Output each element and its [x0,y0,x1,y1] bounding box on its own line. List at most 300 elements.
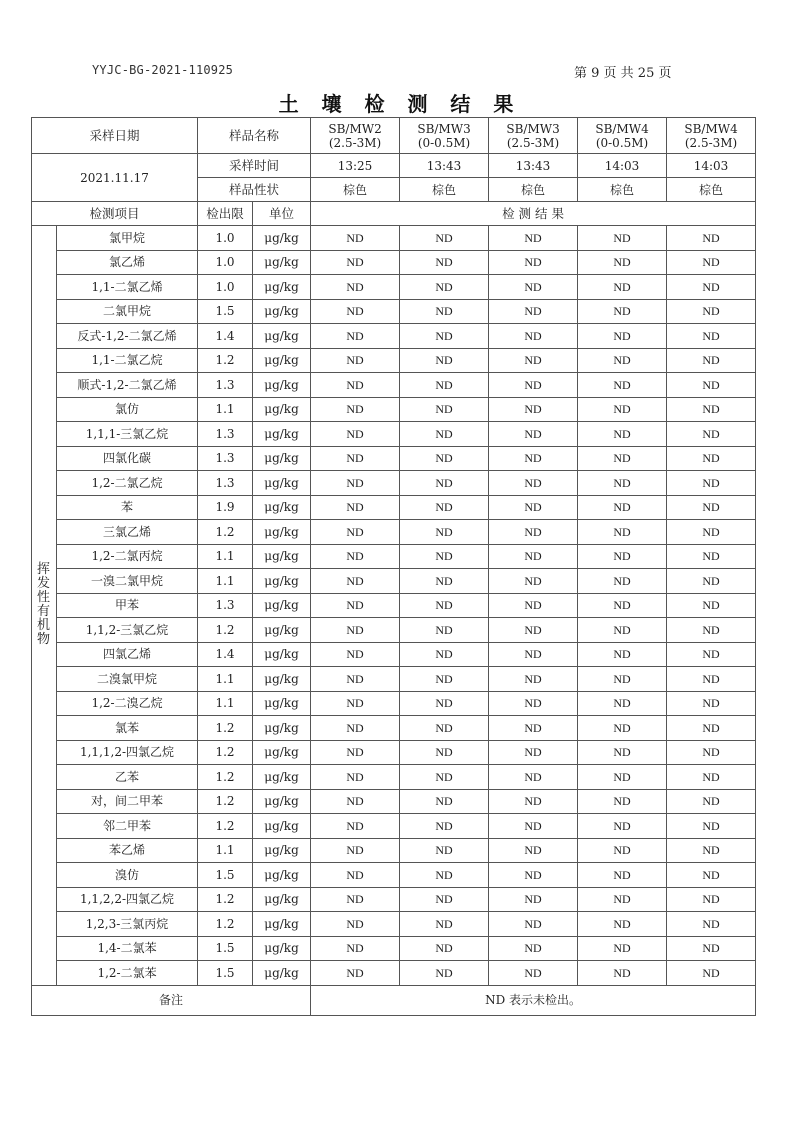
result-cell: ND [667,520,756,545]
result-cell: ND [489,569,578,594]
result-cell: ND [489,838,578,863]
column-header-row [32,202,756,226]
sample-header: SB/MW3 (2.5-3M) [489,118,578,154]
result-cell: ND [489,814,578,839]
detection-limit: 1.0 [198,275,253,300]
table-row [32,471,756,496]
result-cell: ND [400,422,489,447]
result-cell: ND [311,544,400,569]
result-cell: ND [311,520,400,545]
detection-limit: 1.2 [198,348,253,373]
sample-property-value: 棕色 [667,178,756,202]
result-cell: ND [489,373,578,398]
result-cell: ND [489,446,578,471]
result-cell: ND [667,789,756,814]
result-cell: ND [578,838,667,863]
result-cell: ND [400,691,489,716]
result-cell: ND [667,593,756,618]
unit: μg/kg [253,422,311,447]
result-cell: ND [578,422,667,447]
result-cell: ND [311,226,400,251]
result-cell: ND [400,275,489,300]
sample-property-value: 棕色 [489,178,578,202]
unit: μg/kg [253,471,311,496]
result-cell: ND [311,348,400,373]
unit: μg/kg [253,667,311,692]
result-cell: ND [489,397,578,422]
result-cell: ND [578,299,667,324]
test-item: 三氯乙烯 [57,520,198,545]
test-item: 氯甲烷 [57,226,198,251]
sampling-date-label: 采样日期 [32,118,198,154]
result-cell: ND [578,961,667,986]
unit: μg/kg [253,936,311,961]
result-cell: ND [578,716,667,741]
report-id: YYJC-BG-2021-110925 [92,63,234,77]
sample-property-value: 棕色 [400,178,489,202]
result-cell: ND [489,618,578,643]
unit: μg/kg [253,863,311,888]
result-cell: ND [400,324,489,349]
result-cell: ND [489,789,578,814]
detection-limit: 1.0 [198,226,253,251]
detection-limit: 1.4 [198,324,253,349]
table-row [32,446,756,471]
test-item: 1,1,2,2-四氯乙烷 [57,887,198,912]
result-cell: ND [400,250,489,275]
result-cell: ND [667,642,756,667]
unit: μg/kg [253,373,311,398]
sample-name-label: 样品名称 [198,118,311,154]
unit: μg/kg [253,495,311,520]
test-item: 1,1,2-三氯乙烷 [57,618,198,643]
result-cell: ND [489,642,578,667]
result-cell: ND [400,446,489,471]
result-cell: ND [489,863,578,888]
table-row [32,765,756,790]
table-row [32,275,756,300]
table-row [32,593,756,618]
result-cell: ND [578,593,667,618]
sampling-time-value: 14:03 [578,154,667,178]
result-cell: ND [400,471,489,496]
table-row [32,397,756,422]
result-cell: ND [489,691,578,716]
result-cell: ND [578,814,667,839]
result-cell: ND [667,324,756,349]
result-cell: ND [578,495,667,520]
result-cell: ND [667,495,756,520]
result-cell: ND [578,618,667,643]
result-cell: ND [578,642,667,667]
detection-limit: 1.1 [198,397,253,422]
test-item-header: 检测项目 [32,202,198,226]
sampling-time-label: 采样时间 [198,154,311,178]
result-cell: ND [578,569,667,594]
result-cell: ND [667,814,756,839]
table-row [32,642,756,667]
unit: μg/kg [253,520,311,545]
test-item: 1,2-二氯丙烷 [57,544,198,569]
result-cell: ND [400,936,489,961]
result-cell: ND [400,887,489,912]
result-cell: ND [578,226,667,251]
detection-limit: 1.2 [198,716,253,741]
table-row [32,912,756,937]
table-row [32,618,756,643]
test-item: 氯苯 [57,716,198,741]
result-cell: ND [311,961,400,986]
table-row [32,887,756,912]
result-cell: ND [667,912,756,937]
unit: μg/kg [253,618,311,643]
result-cell: ND [489,716,578,741]
result-cell: ND [667,397,756,422]
sample-header: SB/MW4 (2.5-3M) [667,118,756,154]
detection-limit: 1.2 [198,789,253,814]
result-cell: ND [489,740,578,765]
result-cell: ND [311,373,400,398]
remarks-row [32,985,756,1015]
result-cell: ND [489,961,578,986]
result-cell: ND [489,544,578,569]
test-item: 顺式-1,2-二氯乙烯 [57,373,198,398]
result-cell: ND [311,250,400,275]
page-title: 土 壤 检 测 结 果 [278,92,522,116]
unit: μg/kg [253,691,311,716]
result-cell: ND [400,740,489,765]
result-cell: ND [489,299,578,324]
unit: μg/kg [253,814,311,839]
result-cell: ND [311,569,400,594]
unit: μg/kg [253,642,311,667]
result-cell: ND [578,250,667,275]
test-item: 二氯甲烷 [57,299,198,324]
sampling-time-value: 14:03 [667,154,756,178]
detection-limit: 1.5 [198,961,253,986]
result-cell: ND [311,275,400,300]
result-cell: ND [667,569,756,594]
result-cell: ND [489,324,578,349]
test-item: 甲苯 [57,593,198,618]
result-cell: ND [489,495,578,520]
result-cell: ND [489,912,578,937]
detection-limit: 1.1 [198,544,253,569]
detection-limit: 1.2 [198,618,253,643]
category-label: 挥 发 性 有 机 物 [32,226,57,986]
result-cell: ND [400,569,489,594]
detection-limit: 1.1 [198,667,253,692]
unit: μg/kg [253,324,311,349]
table-row [32,299,756,324]
unit: μg/kg [253,544,311,569]
result-cell: ND [400,520,489,545]
unit: μg/kg [253,299,311,324]
page-number: 第 9 页 共 25 页 [574,66,672,81]
test-item: 二溴氯甲烷 [57,667,198,692]
result-cell: ND [400,716,489,741]
result-cell: ND [578,667,667,692]
test-item: 氯乙烯 [57,250,198,275]
test-item: 1,1-二氯乙烯 [57,275,198,300]
table-row [32,740,756,765]
unit: μg/kg [253,912,311,937]
table-row [32,667,756,692]
unit: μg/kg [253,569,311,594]
result-cell: ND [400,642,489,667]
result-cell: ND [578,471,667,496]
detection-limit: 1.0 [198,250,253,275]
result-cell: ND [578,520,667,545]
result-cell: ND [311,495,400,520]
result-cell: ND [311,765,400,790]
result-cell: ND [489,422,578,447]
remarks-text: ND 表示未检出。 [311,985,756,1015]
sampling-time-value: 13:43 [489,154,578,178]
result-cell: ND [311,667,400,692]
detection-limit: 1.3 [198,471,253,496]
result-cell: ND [667,618,756,643]
table-row [32,226,756,251]
result-cell: ND [489,226,578,251]
result-cell: ND [311,593,400,618]
unit: μg/kg [253,789,311,814]
result-cell: ND [400,789,489,814]
table-row [32,544,756,569]
result-cell: ND [311,716,400,741]
result-cell: ND [667,446,756,471]
result-cell: ND [400,618,489,643]
result-cell: ND [578,863,667,888]
result-cell: ND [400,814,489,839]
test-item: 1,1,1-三氯乙烷 [57,422,198,447]
detection-limit: 1.4 [198,642,253,667]
result-cell: ND [311,912,400,937]
test-item: 1,2,3-三氯丙烷 [57,912,198,937]
result-cell: ND [578,912,667,937]
table-row [32,520,756,545]
result-cell: ND [667,691,756,716]
detection-limit: 1.2 [198,814,253,839]
sample-name-row [32,118,756,154]
result-cell: ND [667,422,756,447]
result-cell: ND [489,667,578,692]
result-cell: ND [489,520,578,545]
result-cell: ND [311,789,400,814]
table-row [32,569,756,594]
table-row [32,691,756,716]
result-cell: ND [578,275,667,300]
result-cell: ND [578,544,667,569]
result-cell: ND [578,324,667,349]
sampling-date-value: 2021.11.17 [32,154,198,202]
table-row [32,348,756,373]
test-item: 苯 [57,495,198,520]
result-cell: ND [489,348,578,373]
result-cell: ND [578,887,667,912]
detection-limit: 1.3 [198,373,253,398]
result-cell: ND [400,299,489,324]
detection-limit: 1.2 [198,520,253,545]
result-cell: ND [400,593,489,618]
results-table [31,117,756,1016]
test-item: 反式-1,2-二氯乙烯 [57,324,198,349]
unit: μg/kg [253,397,311,422]
result-cell: ND [311,299,400,324]
unit: μg/kg [253,961,311,986]
detection-limit: 1.5 [198,863,253,888]
test-item: 氯仿 [57,397,198,422]
result-cell: ND [578,691,667,716]
detection-limit: 1.5 [198,299,253,324]
result-cell: ND [400,912,489,937]
result-cell: ND [667,740,756,765]
result-cell: ND [400,765,489,790]
sampling-time-value: 13:43 [400,154,489,178]
result-cell: ND [489,250,578,275]
test-item: 1,2-二氯苯 [57,961,198,986]
result-cell: ND [667,348,756,373]
result-cell: ND [667,667,756,692]
test-item: 1,2-二氯乙烷 [57,471,198,496]
unit: μg/kg [253,838,311,863]
unit: μg/kg [253,887,311,912]
unit: μg/kg [253,250,311,275]
detection-limit: 1.1 [198,838,253,863]
result-cell: ND [578,446,667,471]
result-cell: ND [311,642,400,667]
result-cell: ND [400,544,489,569]
result-cell: ND [667,863,756,888]
result-cell: ND [400,226,489,251]
result-cell: ND [667,961,756,986]
test-item: 对，间二甲苯 [57,789,198,814]
result-cell: ND [311,446,400,471]
unit-header: 单位 [253,202,311,226]
result-cell: ND [578,765,667,790]
table-row [32,838,756,863]
result-cell: ND [667,275,756,300]
result-cell: ND [578,740,667,765]
result-cell: ND [489,275,578,300]
result-cell: ND [667,226,756,251]
result-cell: ND [311,740,400,765]
result-cell: ND [311,887,400,912]
result-cell: ND [311,936,400,961]
table-row [32,961,756,986]
result-cell: ND [489,471,578,496]
result-cell: ND [578,789,667,814]
result-cell: ND [311,838,400,863]
result-cell: ND [578,373,667,398]
result-cell: ND [667,765,756,790]
result-cell: ND [667,471,756,496]
unit: μg/kg [253,275,311,300]
result-cell: ND [311,397,400,422]
result-cell: ND [311,618,400,643]
table-row [32,789,756,814]
table-row [32,324,756,349]
sample-header: SB/MW2 (2.5-3M) [311,118,400,154]
result-cell: ND [667,544,756,569]
unit: μg/kg [253,740,311,765]
unit: μg/kg [253,348,311,373]
unit: μg/kg [253,593,311,618]
test-item: 四氯乙烯 [57,642,198,667]
table-row [32,250,756,275]
table-row [32,936,756,961]
result-cell: ND [311,471,400,496]
unit: μg/kg [253,226,311,251]
sample-property-value: 棕色 [311,178,400,202]
result-cell: ND [400,961,489,986]
table-row [32,422,756,447]
detection-limit: 1.1 [198,691,253,716]
detection-limit: 1.3 [198,593,253,618]
sampling-time-row [32,154,756,178]
result-cell: ND [578,936,667,961]
result-cell: ND [311,814,400,839]
table-row [32,373,756,398]
unit: μg/kg [253,716,311,741]
test-item: 四氯化碳 [57,446,198,471]
unit: μg/kg [253,446,311,471]
test-item: 苯乙烯 [57,838,198,863]
result-cell: ND [489,593,578,618]
sample-header: SB/MW3 (0-0.5M) [400,118,489,154]
result-cell: ND [489,765,578,790]
detection-limit: 1.3 [198,422,253,447]
detection-limit: 1.9 [198,495,253,520]
detection-limit: 1.3 [198,446,253,471]
result-cell: ND [311,863,400,888]
remarks-label: 备注 [32,985,311,1015]
result-cell: ND [667,716,756,741]
test-item: 乙苯 [57,765,198,790]
test-item: 1,1,1,2-四氯乙烷 [57,740,198,765]
table-row [32,863,756,888]
result-cell: ND [400,373,489,398]
sampling-time-value: 13:25 [311,154,400,178]
result-cell: ND [400,863,489,888]
result-cell: ND [578,348,667,373]
result-cell: ND [311,691,400,716]
result-cell: ND [667,936,756,961]
result-cell: ND [311,422,400,447]
sample-property-value: 棕色 [578,178,667,202]
result-cell: ND [400,667,489,692]
result-cell: ND [311,324,400,349]
test-item: 1,1-二氯乙烷 [57,348,198,373]
result-cell: ND [667,250,756,275]
results-header: 检 测 结 果 [311,202,756,226]
result-cell: ND [489,936,578,961]
test-item: 一溴二氯甲烷 [57,569,198,594]
test-item: 1,2-二溴乙烷 [57,691,198,716]
test-item: 邻二甲苯 [57,814,198,839]
table-row [32,716,756,741]
result-cell: ND [667,373,756,398]
result-cell: ND [400,348,489,373]
detection-limit: 1.2 [198,765,253,790]
result-cell: ND [667,299,756,324]
detection-limit: 1.1 [198,569,253,594]
result-cell: ND [667,887,756,912]
detection-limit: 1.2 [198,887,253,912]
sample-header: SB/MW4 (0-0.5M) [578,118,667,154]
result-cell: ND [489,887,578,912]
result-cell: ND [667,838,756,863]
